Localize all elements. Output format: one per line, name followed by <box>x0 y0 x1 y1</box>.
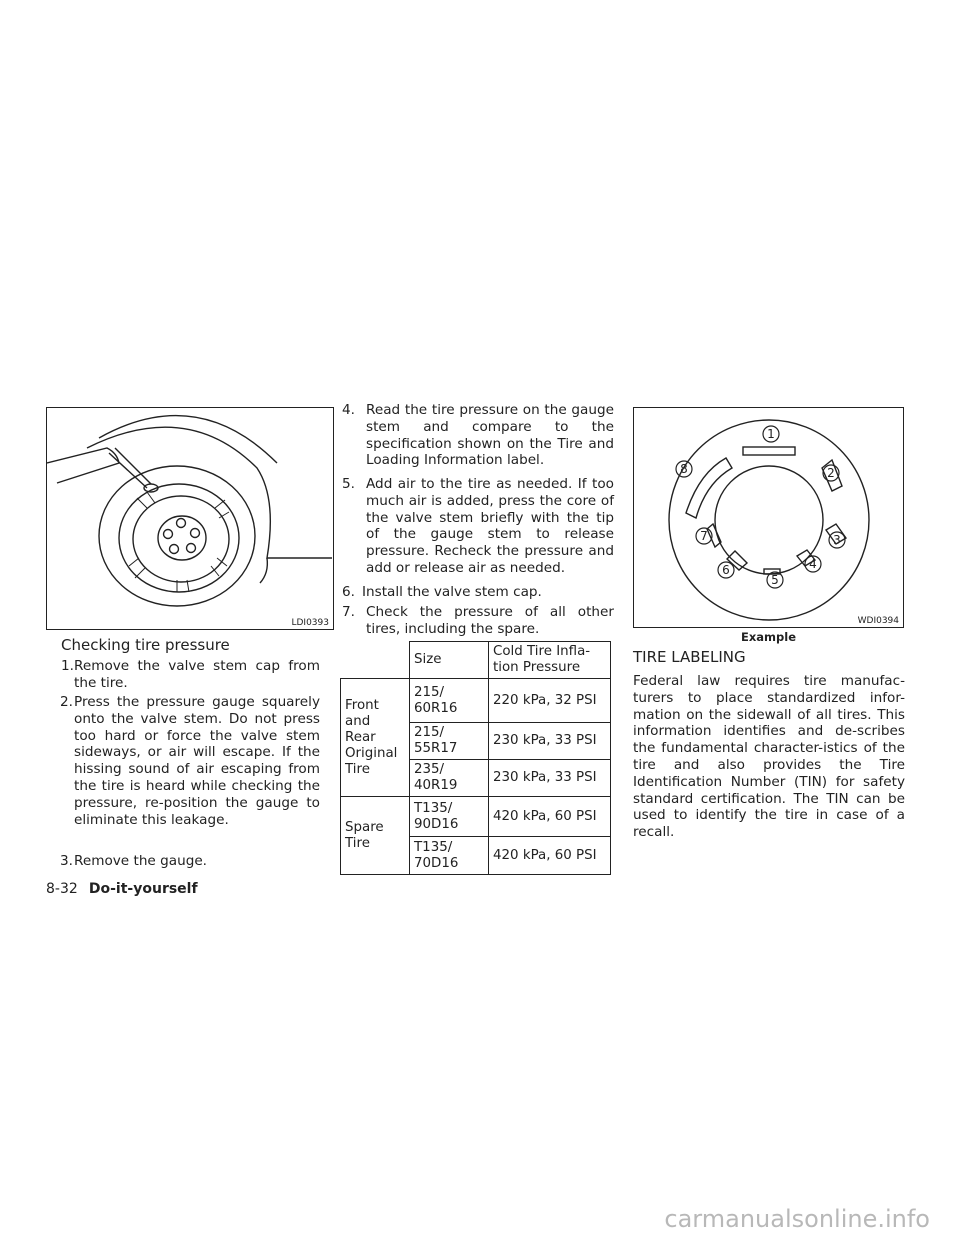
step-3 <box>60 853 320 870</box>
step-text: Add air to the tire as needed. If too much air is added, press the core of the valve stem briefly with the tip of the gauge stem to release pressure. Recheck the pressure and add or release air as needed. <box>366 476 614 576</box>
svg-text:7: 7 <box>700 529 708 543</box>
step-text: Check the pressure of all other tires, including the spare. <box>366 604 614 637</box>
svg-text:1: 1 <box>767 427 775 441</box>
step-number: 4. <box>342 402 355 418</box>
tire-labeling-paragraph: Federal law requires tire manufac-turers to place standardized infor-mation on the sidewall of all tires. This information identifies and de-scribes the fundamental character-istics of the tire and also provides the Tire Identification Number (TIN) for safety standard certification. The TIN can be used to identify the tire in case of a recall. <box>633 673 905 841</box>
step-text: Remove the gauge. <box>74 853 208 869</box>
step-4 <box>342 402 614 469</box>
table-cell-pressure: 220 kPa, 32 PSI <box>489 679 611 723</box>
step-number: 1. <box>61 658 74 674</box>
table-cell-pressure: 420 kPa, 60 PSI <box>489 797 611 837</box>
step-number: 5. <box>342 476 355 492</box>
step-1 <box>61 658 320 692</box>
table-row <box>341 679 611 723</box>
step-text: Read the tire pressure on the gauge stem and compare to the specification shown on the Tire and Loading Information label. <box>366 402 614 469</box>
table-cell-pressure: 420 kPa, 60 PSI <box>489 837 611 875</box>
figure-caption: Example <box>741 630 796 644</box>
svg-text:8: 8 <box>680 462 688 476</box>
tire-gauge-drawing <box>47 408 332 628</box>
step-7 <box>342 604 614 638</box>
page-footer <box>46 878 198 897</box>
svg-text:5: 5 <box>771 573 779 587</box>
step-5 <box>342 476 614 577</box>
watermark-text: carmanualsonline.info <box>664 1205 930 1233</box>
table-cell-size: T135/ 70D16 <box>410 837 489 875</box>
table-group-label: Front and Rear Original Tire <box>341 679 410 797</box>
table-cell-pressure: 230 kPa, 33 PSI <box>489 760 611 797</box>
svg-text:4: 4 <box>809 557 817 571</box>
table-cell-size: 235/ 40R19 <box>410 760 489 797</box>
tire-labeling-diagram <box>633 407 904 628</box>
step-text: Remove the valve stem cap from the tire. <box>74 658 320 691</box>
section-heading-checking-tire-pressure: Checking tire pressure <box>61 636 230 654</box>
section-name: Do-it-yourself <box>88 881 198 897</box>
step-number: 2. <box>60 694 73 710</box>
section-heading-tire-labeling: TIRE LABELING <box>633 648 746 666</box>
table-corner <box>341 642 410 679</box>
step-2 <box>60 694 320 828</box>
table-cell-size: 215/ 60R16 <box>410 679 489 723</box>
step-number: 3. <box>60 853 73 869</box>
callout-1 <box>763 426 779 442</box>
callout-8 <box>676 461 692 477</box>
tire-sidewall-drawing <box>634 408 902 626</box>
table-header-size: Size <box>410 642 489 679</box>
step-text: Press the pressure gauge squarely onto the valve stem. Do not press too hard or force the valve stem sideways, or air will escape. If the hissing sound of air escaping from the tire is heard while checking the pressure, re-position the gauge to eliminate this leakage. <box>74 694 320 828</box>
svg-text:3: 3 <box>833 533 841 547</box>
table-header-row <box>341 642 611 679</box>
step-6 <box>342 584 614 601</box>
table-row <box>341 797 611 837</box>
svg-text:2: 2 <box>827 466 835 480</box>
table-cell-size: 215/ 55R17 <box>410 723 489 760</box>
page-number: 8-32 <box>46 881 78 897</box>
figure-code: LDI0393 <box>291 618 329 628</box>
table-group-label: Spare Tire <box>341 797 410 875</box>
step-number: 7. <box>342 604 355 620</box>
table-cell-size: T135/ 90D16 <box>410 797 489 837</box>
tire-pressure-illustration <box>46 407 334 630</box>
table-cell-pressure: 230 kPa, 33 PSI <box>489 723 611 760</box>
figure-code: WDI0394 <box>857 616 899 626</box>
callout-6 <box>718 562 734 578</box>
step-number: 6. <box>342 584 355 600</box>
step-text: Install the valve stem cap. <box>362 584 542 600</box>
callout-5 <box>767 572 783 588</box>
tire-pressure-table <box>340 641 611 875</box>
svg-text:6: 6 <box>722 563 730 577</box>
table-header-pressure: Cold Tire Infla-tion Pressure <box>489 642 611 679</box>
